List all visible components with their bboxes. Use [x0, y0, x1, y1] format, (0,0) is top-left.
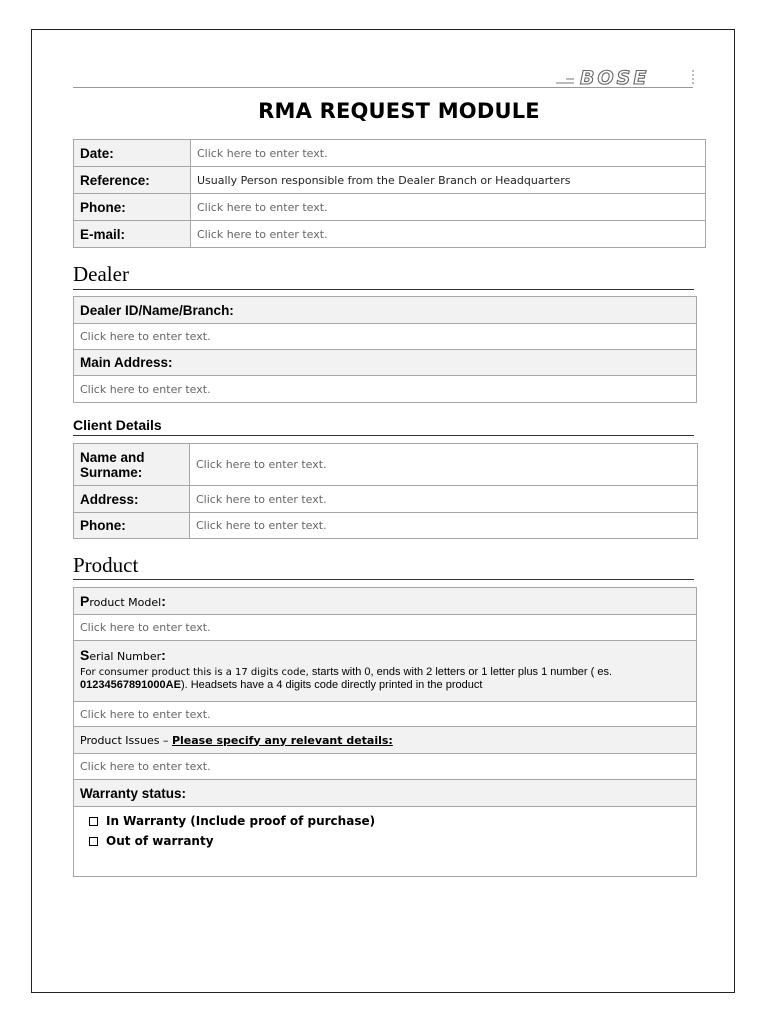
dealer-id-label: Dealer ID/Name/Branch: [74, 297, 697, 324]
dealer-address-label: Main Address: [74, 350, 697, 376]
product-rule [73, 579, 694, 580]
client-phone-label: Phone: [74, 513, 190, 539]
header-table [73, 139, 706, 248]
email-label: E-mail: [74, 221, 191, 248]
product-table [73, 587, 697, 877]
client-address-field[interactable]: Click here to enter text. [190, 486, 698, 513]
client-address-label: Address: [74, 486, 190, 513]
product-heading: Product [73, 553, 139, 577]
header-rule [73, 87, 693, 88]
out-of-warranty-option[interactable]: Out of warranty [89, 834, 690, 848]
dealer-rule [73, 289, 694, 290]
phone-field[interactable]: Click here to enter text. [191, 194, 706, 221]
page-title: RMA REQUEST MODULE [258, 99, 540, 123]
reference-label: Reference: [74, 167, 191, 194]
serial-number-label: Serial Number: For consumer product this is a 17 digits code, starts with 0, ends with 2 letters or 1 letter plus 1 number ( es. 01234567891000AE). Headsets have a 4 digits code directly printed in the product [74, 641, 697, 702]
client-name-label: Name and Surname: [74, 444, 190, 486]
date-field[interactable]: Click here to enter text. [191, 140, 706, 167]
dealer-heading: Dealer [73, 262, 129, 286]
client-phone-field[interactable]: Click here to enter text. [190, 513, 698, 539]
client-heading: Client Details [73, 417, 162, 433]
email-field[interactable]: Click here to enter text. [191, 221, 706, 248]
dealer-address-field[interactable]: Click here to enter text. [74, 376, 697, 403]
serial-number-note: For consumer product this is a 17 digits code, starts with 0, ends with 2 letters or 1 letter plus 1 number ( es. 01234567891000AE). Headsets have a 4 digits code directly printed in the product [80, 666, 613, 691]
dealer-id-field[interactable]: Click here to enter text. [74, 324, 697, 350]
warranty-status-label: Warranty status: [74, 780, 697, 807]
product-model-label: Product Model: [74, 588, 697, 615]
product-issues-field[interactable]: Click here to enter text. [74, 754, 697, 780]
client-table [73, 443, 698, 539]
serial-number-field[interactable]: Click here to enter text. [74, 702, 697, 727]
svg-text:BOSE: BOSE [580, 67, 650, 88]
bose-logo [556, 66, 696, 88]
client-rule [73, 435, 694, 436]
reference-field[interactable]: Usually Person responsible from the Dealer Branch or Headquarters [191, 167, 706, 194]
in-warranty-option[interactable]: In Warranty (Include proof of purchase) [89, 814, 690, 828]
dealer-table [73, 296, 697, 403]
client-name-field[interactable]: Click here to enter text. [190, 444, 698, 486]
in-warranty-checkbox[interactable] [89, 817, 98, 826]
date-label: Date: [74, 140, 191, 167]
product-issues-label: Product Issues – Please specify any relevant details: [74, 727, 697, 754]
warranty-options [74, 807, 697, 877]
phone-label: Phone: [74, 194, 191, 221]
out-of-warranty-checkbox[interactable] [89, 837, 98, 846]
product-model-field[interactable]: Click here to enter text. [74, 615, 697, 641]
